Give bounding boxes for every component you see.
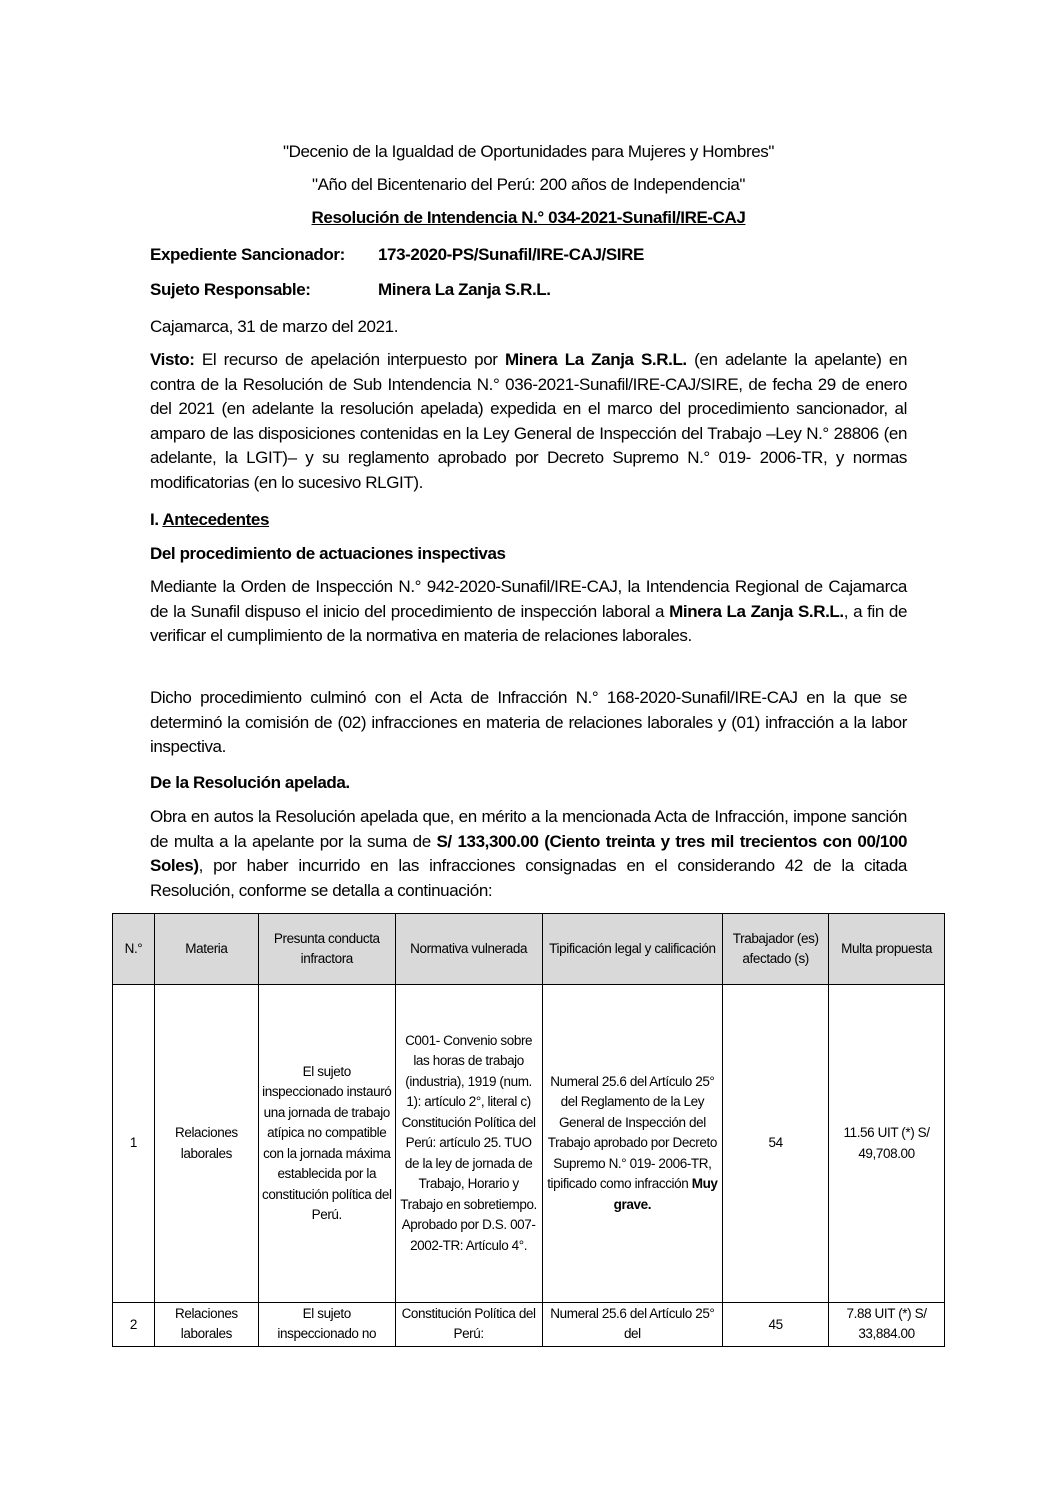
table-row [113,985,945,1303]
cell-multa-text: 7.88 UIT (*) S/ 33,884.00 [846,1305,927,1341]
header-normativa: Normativa vulnerada [395,914,542,985]
sujeto-value: Minera La Zanja S.R.L. [378,280,551,299]
expediente-value: 173-2020-PS/Sunafil/IRE-CAJ/SIRE [378,245,644,264]
date-line: Cajamarca, 31 de marzo del 2021. [150,317,399,336]
paragraph-acta: Dicho procedimiento culminó con el Acta de Infracción N.° 168-2020-Sunafil/IRE-CAJ en la que se determinó la comisión de (02) infracciones en materia de relaciones laborales y (01) infracción a la labor inspectiva. [150,688,907,756]
cell-number [113,1303,155,1347]
header-multa: Multa propuesta [829,914,945,985]
cell-tipificacion-text: Numeral 25.6 del Artículo 25° del [550,1305,715,1341]
section-number: I. [150,510,163,529]
header-afectados: Trabajador (es) afectado (s) [723,914,829,985]
visto-paragraph [150,348,907,495]
cell-multa [829,1303,945,1347]
tipificacion-severity: Muy grave. [613,1176,718,1212]
header-conducta: Presunta conducta infractora [258,914,395,985]
cell-number-text: 2 [129,1316,138,1332]
para3-text-2: , por haber incurrido en las infracciones consignadas en el considerando 42 de la citada Resolución, conforme se detalla a continuación: [150,856,907,900]
infractions-table [112,913,945,1347]
subheading-inspection: Del procedimiento de actuaciones inspectivas [150,544,506,563]
cell-normativa [395,1303,542,1347]
section-title: Antecedentes [162,510,270,529]
year-slogan: "Año del Bicentenario del Perú: 200 años de Independencia" [311,175,746,194]
header-materia: Materia [154,914,258,985]
cell-number: 1 [113,985,155,1303]
cell-materia: Relaciones laborales [154,985,258,1303]
para1-company: Minera La Zanja S.R.L. [669,601,844,621]
cell-materia-text: Relaciones laborales [174,1305,238,1341]
cell-materia [154,1303,258,1347]
subheading-resolution: De la Resolución apelada. [150,773,350,792]
cell-multa: 11.56 UIT (*) S/ 49,708.00 [829,985,945,1303]
cell-afectados [723,1303,829,1347]
resolution-title: Resolución de Intendencia N.° 034-2021-Sunafil/IRE-CAJ [311,208,746,227]
cell-normativa: C001- Convenio sobre las horas de trabajo (industria), 1919 (num. 1): artículo 2°, literal c) Constitución Política del Perú: artículo 25. TUO de la ley de jornada de Trabajo, Horario y Trabajo en sobretiempo. Aprobado por D.S. 007-2002-TR: Artículo 4°. [395,985,542,1303]
decade-slogan: "Decenio de la Igualdad de Oportunidades para Mujeres y Hombres" [282,142,775,161]
cell-afectados: 54 [723,985,829,1303]
cell-afectados-text: 45 [768,1316,783,1332]
table-row [113,1303,945,1347]
cell-normativa-text: Constitución Política del Perú: [401,1305,536,1341]
visto-text-1: El recurso de apelación interpuesto por [194,350,505,369]
cell-conducta-text: El sujeto inspeccionado no [277,1305,377,1341]
cell-tipificacion [542,985,723,1303]
para1-text-1: Mediante la Orden de Inspección N.° 942-2020-Sunafil/IRE-CAJ, la Intendencia Regional de Cajamarca de la Sunafil dispuso el inicio del procedimiento de inspección laboral a [150,577,907,621]
para3-text-1: Obra en autos la Resolución apelada que, en mérito a la mencionada Acta de Infracción, impone sanción de multa a la apelante por la suma de [150,807,907,851]
visto-label: Visto: [150,350,195,369]
cell-conducta: El sujeto inspeccionado instauró una jornada de trabajo atípica no compatible con la jornada máxima establecida por la constitución política del Perú. [258,985,395,1303]
expediente-label: Expediente Sancionador: [150,245,345,264]
cell-conducta [258,1303,395,1347]
visto-company: Minera La Zanja S.R.L. [504,350,687,369]
para1-text-2: , a fin de verificar el cumplimiento de la normativa en materia de relaciones laborales. [150,601,908,645]
para3-amount: S/ 133,300.00 (Ciento treinta y tres mil trecientos con 00/100 Soles) [150,831,908,875]
table-header-row [113,914,945,985]
sujeto-label: Sujeto Responsable: [150,280,311,299]
tipificacion-text: Numeral 25.6 del Artículo 25° del Reglamento de la Ley General de Inspección del Trabajo aprobado por Decreto Supremo N.° 019- 2006-TR, tipificado como infracción [547,1073,717,1192]
paragraph-inspection [150,575,907,649]
paragraph-sanction [150,805,907,903]
visto-text-2: (en adelante la apelante) en contra de la Resolución de Sub Intendencia N.° 036-2021-Sunafil/IRE-CAJ/SIRE, de fecha 29 de enero del 2021 (en adelante la resolución apelada) expedida en el marco del procedimiento sancionador, al amparo de las disposiciones contenidas en la Ley General de Inspección del Trabajo –Ley N.° 28806 (en adelante, la LGIT)– y su reglamento aprobado por Decreto Supremo N.° 019- 2006-TR, y normas modificatorias (en lo sucesivo RLGIT). [150,350,908,492]
header-tipificacion: Tipificación legal y calificación [542,914,723,985]
header-number: N.° [113,914,155,985]
section-heading [150,508,907,533]
cell-tipificacion [542,1303,723,1347]
